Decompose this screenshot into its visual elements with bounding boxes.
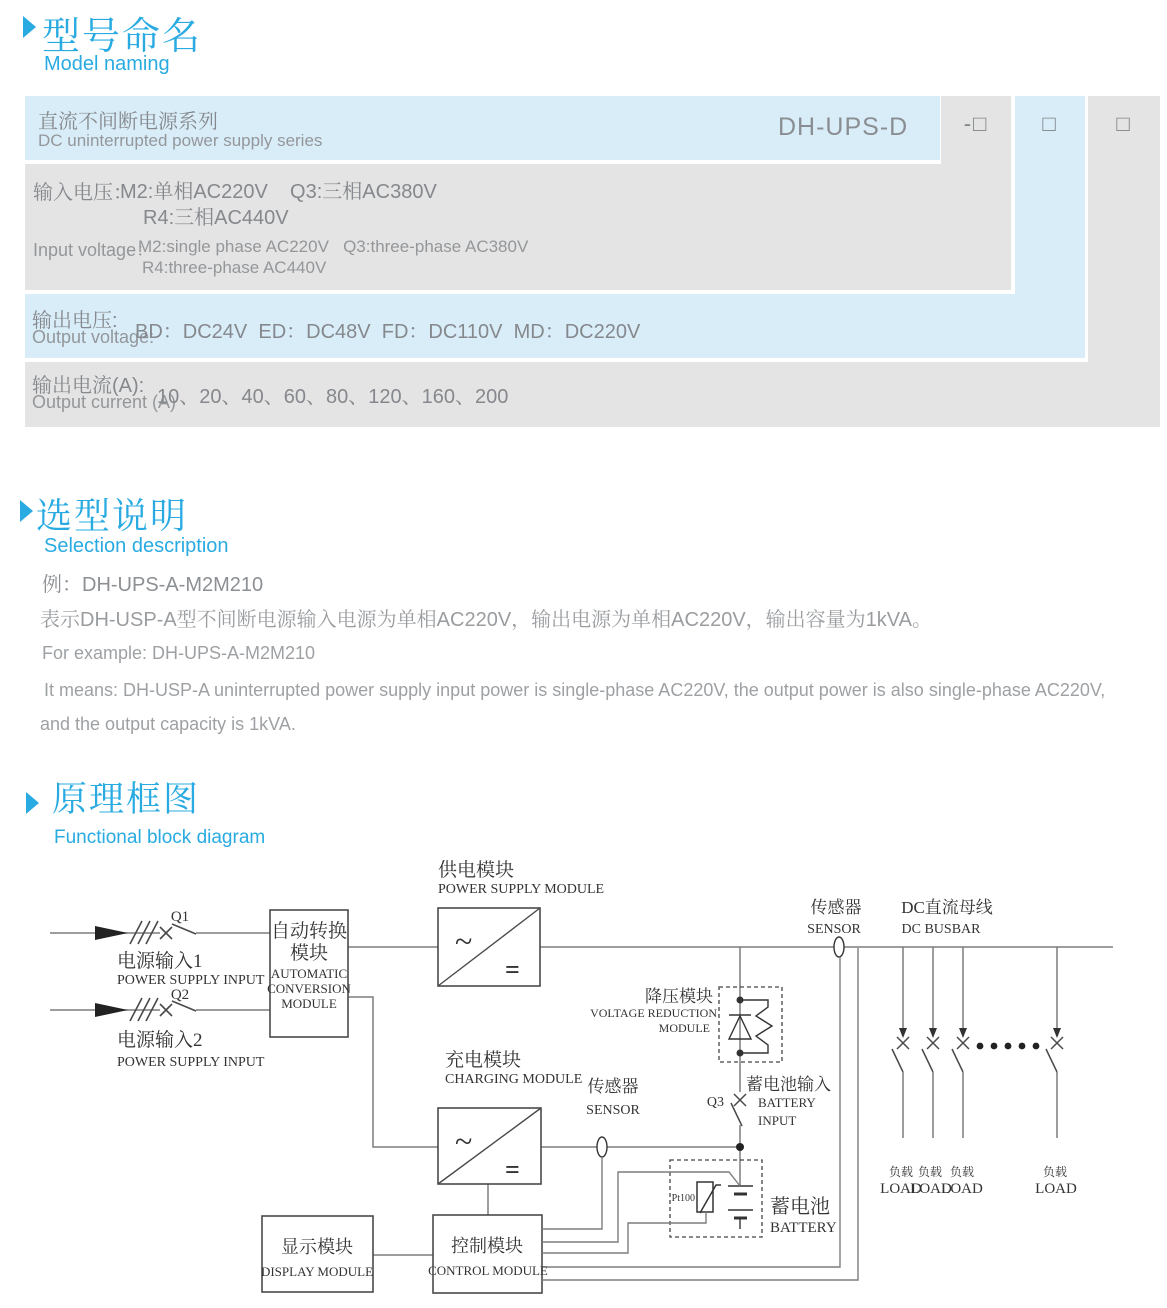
pt100-sensor-icon (697, 1182, 721, 1213)
psm-label-zh: 供电模块 (438, 860, 515, 881)
naming-row-output-voltage (25, 294, 1085, 358)
battery-input-label-en1: BATTERY (758, 1095, 816, 1110)
voltage-reduction-module (719, 987, 782, 1062)
output-current-label-en: Output current (A) (32, 392, 177, 412)
psm-label-en: POWER SUPPLY MODULE (438, 882, 605, 897)
vrm-label-en1: VOLTAGE REDUCTION (590, 1006, 717, 1020)
series-label-en: DC uninterrupted power supply series (38, 131, 323, 150)
display-label-zh: 显示模块 (281, 1237, 353, 1257)
chm-label-en: CHARGING MODULE (445, 1072, 583, 1087)
naming-row-input-voltage (25, 164, 1011, 290)
load4-label-zh: 负载 (1042, 1165, 1068, 1179)
acm-label-zh2: 模块 (289, 943, 329, 964)
control-label-zh: 控制模块 (451, 1236, 523, 1256)
input2-label-en: POWER SUPPLY INPUT (117, 1055, 265, 1070)
power-supply-module-box (438, 908, 540, 986)
output-voltage-label-zh: 输出电压: (32, 310, 118, 332)
naming-row-series (25, 96, 940, 160)
sensor2-icon (597, 1137, 607, 1157)
battery-input-label-zh: 蓄电池输入 (746, 1075, 831, 1094)
section3-title-en: Functional block diagram (54, 827, 266, 848)
load3-label-zh: 负载 (949, 1165, 975, 1179)
selection-meaning-en-line1: It means: DH-USP-A uninterrupted power supply input power is single-phase AC220V, the output power is also single-phase AC220V, (44, 680, 1106, 700)
acm-label-zh1: 自动转换 (270, 921, 348, 942)
load1-label-en: LOAD (880, 1181, 922, 1197)
input1-label-zh: 电源输入1 (117, 951, 203, 972)
suffix1-box: -□ (963, 111, 989, 136)
input-voltage-en-line2: R4:three-phase AC440V (142, 258, 327, 277)
section2-title-zh: 选型说明 (36, 495, 189, 536)
arrow-icon (95, 926, 128, 940)
input-voltage-zh-line2: R4:三相AC440V (143, 207, 289, 229)
section2-marker-icon (20, 500, 33, 522)
section3-title-zh: 原理框图 (52, 780, 201, 819)
load-branches (903, 947, 1057, 1138)
load-breaker-icons (892, 1028, 1063, 1072)
q3-breaker-icon (731, 1094, 746, 1126)
suffix2-box: □ (1042, 111, 1058, 136)
output-current-options: 10、20、40、60、80、120、160、200 (157, 386, 509, 408)
battery-input-label-en2: INPUT (758, 1113, 797, 1128)
dc-symbol: = (505, 1155, 520, 1184)
display-label-en: DISPLAY MODULE (260, 1264, 374, 1279)
chm-label-zh: 充电模块 (445, 1050, 522, 1071)
section1-marker-icon (23, 16, 36, 38)
output-voltage-options: BD：DC24V ED：DC48V FD：DC110V MD：DC220V (135, 321, 641, 343)
series-label-zh: 直流不间断电源系列 (38, 111, 218, 133)
input-voltage-en-line1: M2:single phase AC220V Q3:three-phase AC380V (138, 237, 529, 256)
suffix3-box: □ (1116, 111, 1132, 136)
arrow-icon (95, 1003, 128, 1017)
model-code: DH-UPS-D (778, 113, 909, 141)
input2-label-zh: 电源输入2 (117, 1030, 203, 1051)
battery-icon (728, 1186, 753, 1229)
busbar-label-en: DC BUSBAR (901, 922, 981, 937)
section3-marker-icon (26, 792, 39, 814)
section2-title-en: Selection description (44, 535, 229, 557)
acm-label-en2: CONVERSION (267, 981, 351, 996)
section1-title-en: Model naming (44, 53, 170, 75)
q3-label: Q3 (706, 1095, 724, 1110)
charging-module-box (438, 1108, 541, 1184)
load2-label-zh: 负载 (917, 1165, 943, 1179)
input-voltage-label-zh: 输入电压： (33, 182, 133, 204)
battery-label-zh: 蓄电池 (770, 1196, 830, 1218)
functional-block-diagram (0, 848, 1167, 1308)
acm-label-en1: AUTOMATIC (270, 966, 348, 981)
input1-label-en: POWER SUPPLY INPUT (117, 973, 265, 988)
busbar-label-zh: DC直流母线 (901, 898, 993, 917)
load2-label-en: LOAD (910, 1181, 952, 1197)
input-voltage-label-en: Input voltage： (33, 240, 155, 260)
sensor2-label-zh: 传感器 (587, 1077, 639, 1096)
vrm-label-zh: 降压模块 (645, 987, 713, 1006)
output-current-label-zh: 输出电流(A): (32, 375, 145, 397)
ellipsis-dots-icon (977, 1043, 1040, 1050)
selection-example-zh: 例：DH-UPS-A-M2M210 (42, 574, 264, 596)
selection-example-en: For example: DH-UPS-A-M2M210 (42, 643, 316, 663)
ac-symbol: ~ (455, 1123, 473, 1159)
ac-symbol: ~ (455, 923, 473, 959)
input-voltage-zh-line1: M2:单相AC220V Q3:三相AC380V (120, 181, 437, 203)
sensor1-label-zh: 传感器 (810, 898, 862, 917)
load3-label-en: LOAD (941, 1181, 983, 1197)
sensor2-label-en: SENSOR (586, 1103, 640, 1118)
q2-label: Q2 (170, 987, 190, 1003)
sensor1-icon (834, 937, 844, 957)
load1-label-zh: 负载 (888, 1165, 914, 1179)
control-label-en: CONTROL MODULE (428, 1263, 548, 1278)
output-voltage-label-en: Output voltage: (32, 327, 155, 347)
section1-title-zh: 型号命名 (42, 16, 203, 58)
load4-label-en: LOAD (1035, 1181, 1077, 1197)
battery-label-en: BATTERY (770, 1220, 837, 1236)
naming-row-output-current (25, 362, 1160, 427)
vrm-label-en2: MODULE (658, 1021, 710, 1035)
acm-label-en3: MODULE (281, 996, 337, 1011)
pt100-label: Pt100 (671, 1193, 695, 1204)
selection-meaning-en-line2: and the output capacity is 1kVA. (40, 714, 296, 734)
junction-dot (736, 1143, 744, 1151)
sensor1-label-en: SENSOR (807, 922, 861, 937)
q1-label: Q1 (170, 909, 190, 925)
selection-meaning-zh: 表示DH-USP-A型不间断电源输入电源为单相AC220V，输出电源为单相AC220V，输出容量为1kVA。 (40, 609, 932, 631)
dc-symbol: = (505, 955, 520, 984)
